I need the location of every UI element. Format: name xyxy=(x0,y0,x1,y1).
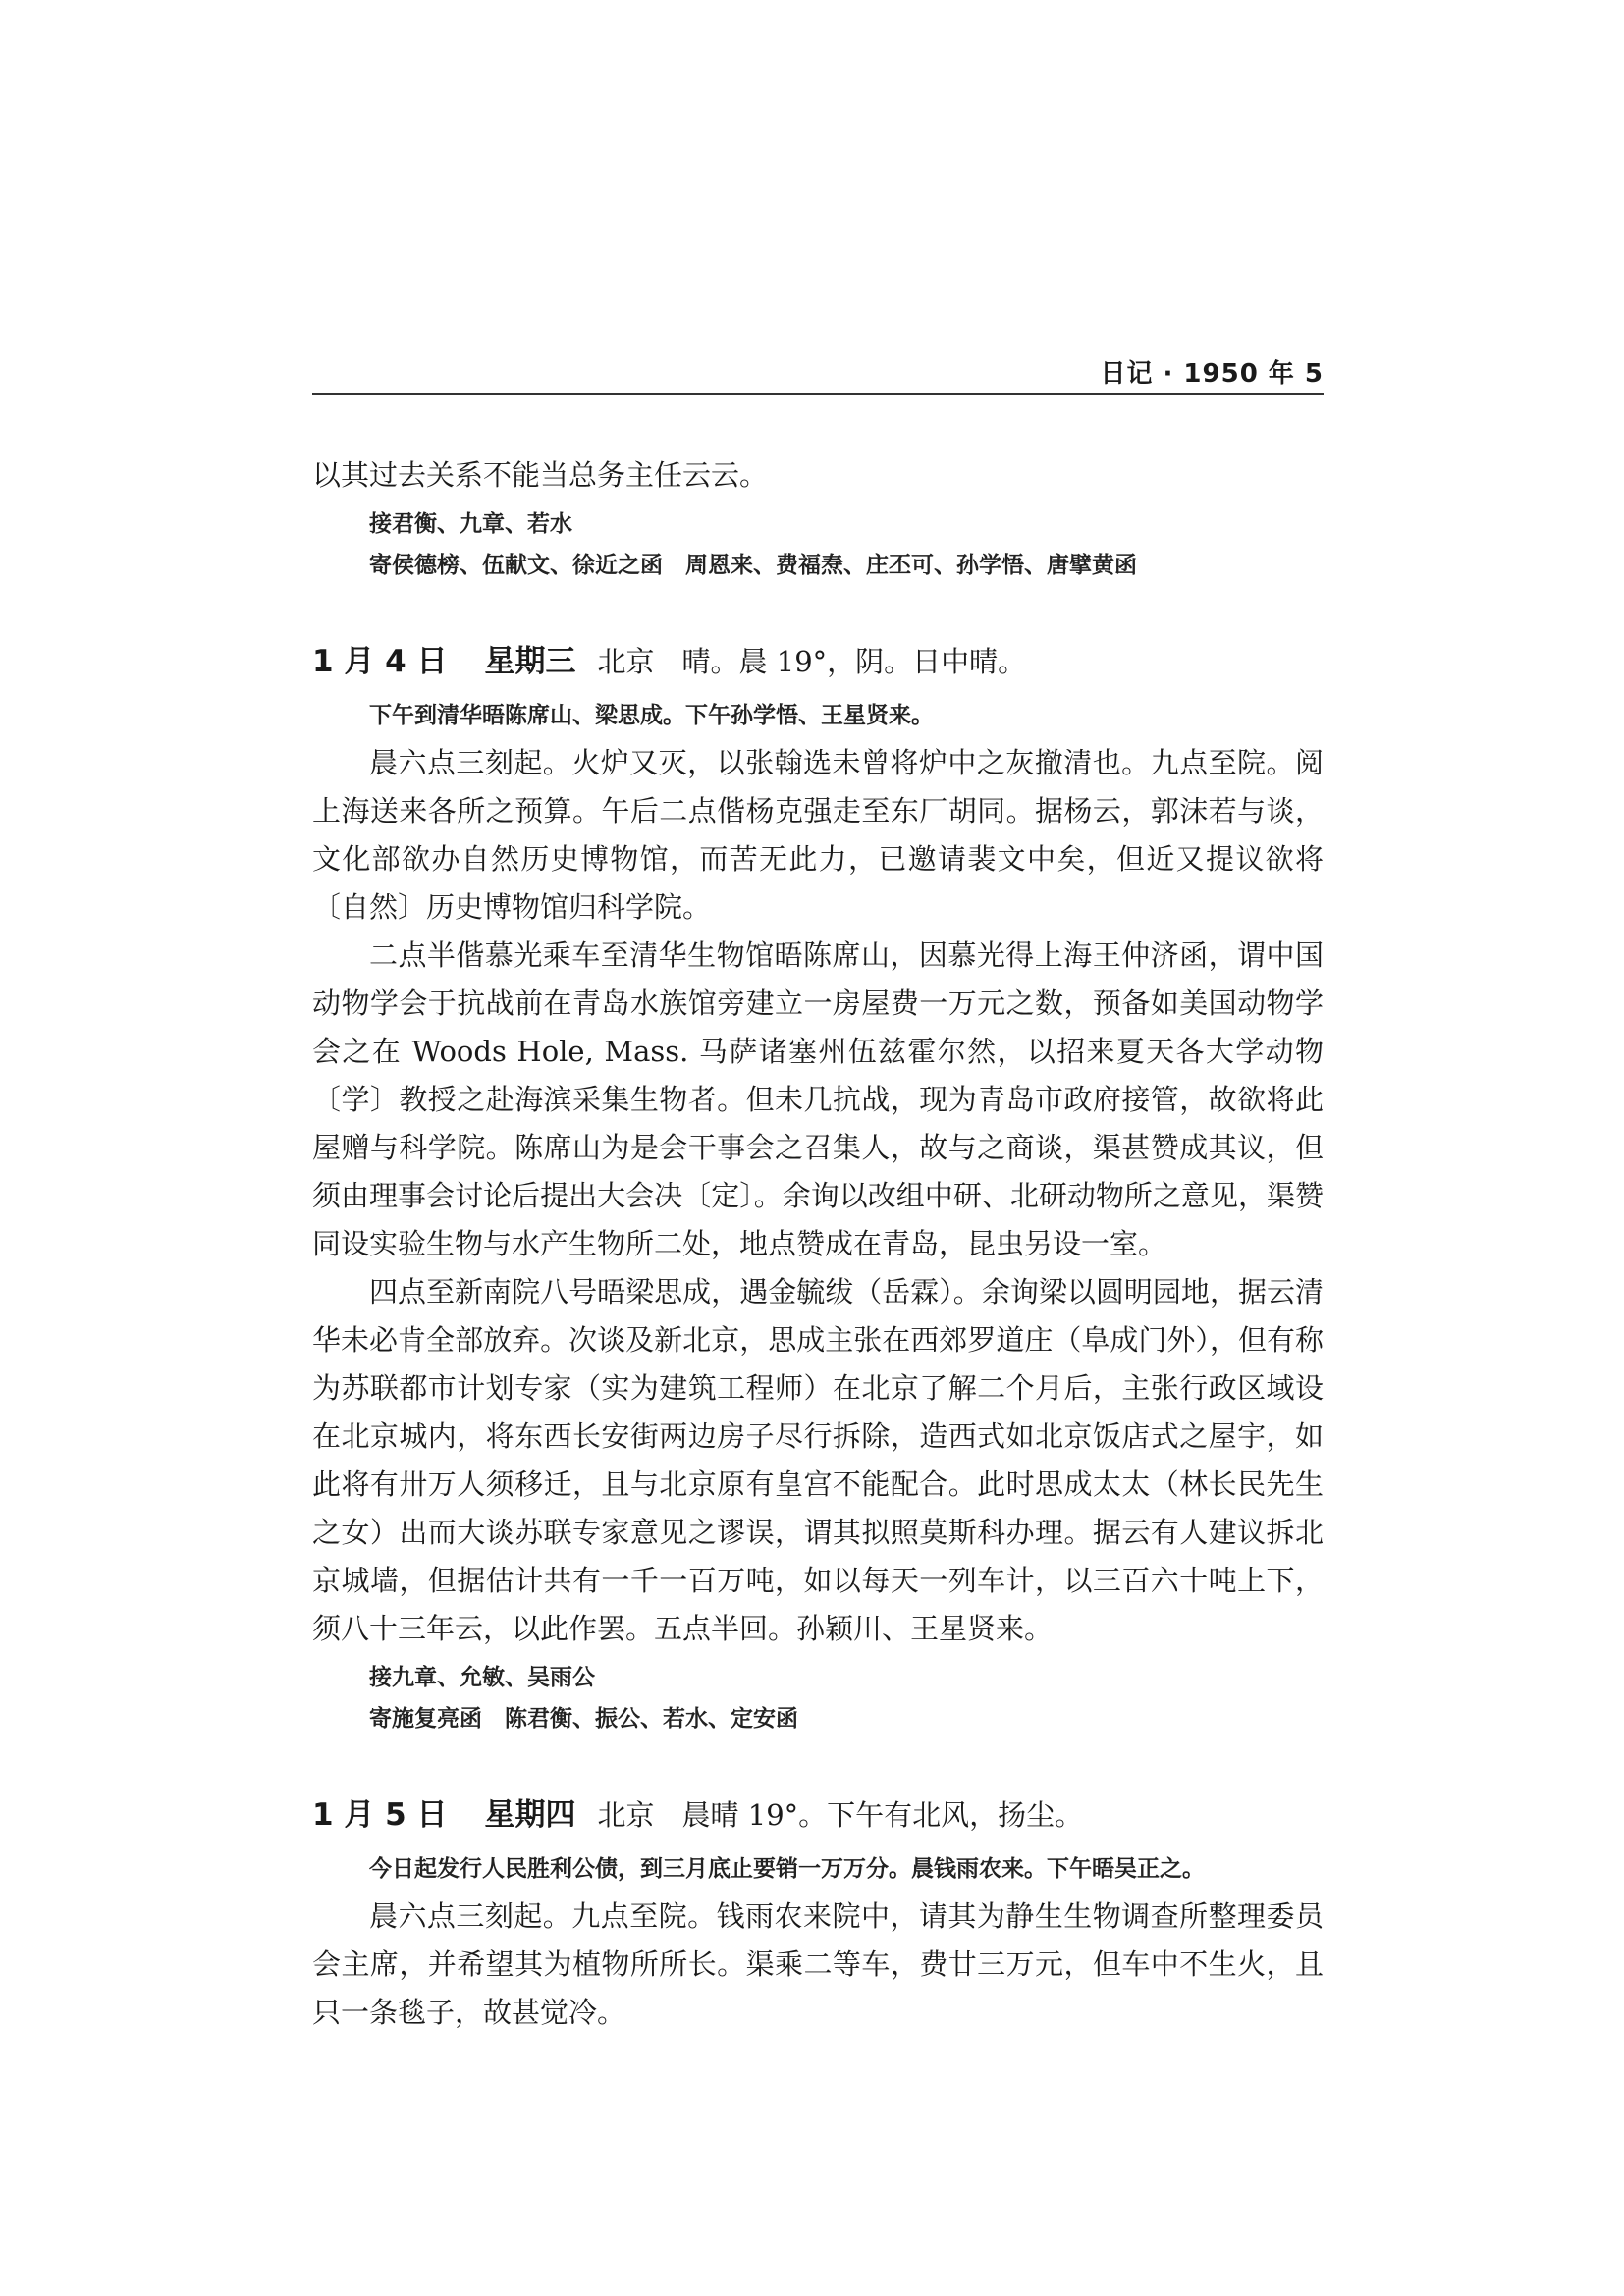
entry-weekday: 星期三 xyxy=(484,644,576,679)
entry-paragraph: 晨六点三刻起。九点至院。钱雨农来院中，请其为静生生物调查所整理委员会主席，并希望其为植物所所长。渠乘二等车，费廿三万元，但车中不生火，且只一条毯子，故甚觉冷。 xyxy=(312,1899,1324,2029)
received-note: 接九章、允敏、吴雨公 xyxy=(369,1665,595,1690)
entry-summary: 今日起发行人民胜利公债，到三月底止要销一万万分。晨钱雨农来。下午晤吴正之。 xyxy=(369,1856,1205,1882)
entry-paragraph: 二点半偕慕光乘车至清华生物馆晤陈席山，因慕光得上海王仲济函，谓中国动物学会于抗战前在青岛水族馆旁建立一房屋费一万元之数，预备如美国动物学会之在 Woods Hole, Mass. 马萨诸塞州伍兹霍尔然，以招来夏天各大学动物〔学〕教授之赴海滨采集生物者。但未几抗战，现为青岛市政府接管，故欲将此屋赠与科学院。陈席山为是会干事会之召集人，故与之商谈，渠甚赞成其议，但须由理事会讨论后提出大会决〔定〕。余询以改组中研、北研动物所之意见，渠赞同设实验生物与水产生物所二处，地点赞成在青岛，昆虫另设一室。 xyxy=(312,938,1324,1260)
entry-weather: 晴。晨 19°，阴。日中晴。 xyxy=(681,645,1027,678)
sent-note: 寄侯德榜、伍献文、徐近之函 周恩来、费福焘、庄丕可、孙学悟、唐擘黄函 xyxy=(369,553,1137,578)
entry-weekday: 星期四 xyxy=(484,1797,576,1833)
continuation-paragraph: 以其过去关系不能当总务主任云云。 xyxy=(312,458,769,492)
entry-summary: 下午到清华晤陈席山、梁思成。下午孙学悟、王星贤来。 xyxy=(369,703,934,728)
entry-heading xyxy=(312,637,1324,686)
entry-paragraph: 晨六点三刻起。火炉又灭，以张翰选未曾将炉中之灰撤清也。九点至院。阅上海送来各所之预算。午后二点偕杨克强走至东厂胡同。据杨云，郭沫若与谈，文化部欲办自然历史博物馆，而苦无此力，已邀请裴文中矣，但近又提议欲将〔自然〕历史博物馆归科学院。 xyxy=(312,746,1324,924)
entry-heading xyxy=(312,1790,1324,1840)
entry-date: 1 月 4 日 xyxy=(312,644,448,679)
entry-date: 1 月 5 日 xyxy=(312,1797,448,1833)
running-title: 日记 · 1950 年 5 xyxy=(1100,359,1324,389)
sent-note: 寄施复亮函 陈君衡、振公、若水、定安函 xyxy=(369,1706,798,1732)
running-header xyxy=(312,353,1324,395)
page-content xyxy=(312,452,1324,2037)
entry-place: 北京 xyxy=(597,1798,655,1832)
entry-weather: 晨晴 19°。下午有北风，扬尘。 xyxy=(681,1798,1084,1832)
received-note: 接君衡、九章、若水 xyxy=(369,511,572,537)
entry-paragraph: 四点至新南院八号晤梁思成，遇金毓绂（岳霖）。余询梁以圆明园地，据云清华未必肯全部放弃。次谈及新北京，思成主张在西郊罗道庄（阜成门外），但有称为苏联都市计划专家（实为建筑工程师）在北京了解二个月后，主张行政区域设在北京城内，将东西长安街两边房子尽行拆除，造西式如北京饭店式之屋宇，如此将有卅万人须移迁，且与北京原有皇宫不能配合。此时思成太太（林长民先生之女）出而大谈苏联专家意见之谬误，谓其拟照莫斯科办理。据云有人建议拆北京城墙，但据估计共有一千一百万吨，如以每天一列车计，以三百六十吨上下，须八十三年云，以此作罢。五点半回。孙颖川、王星贤来。 xyxy=(312,1275,1324,1645)
entry-place: 北京 xyxy=(597,645,655,678)
